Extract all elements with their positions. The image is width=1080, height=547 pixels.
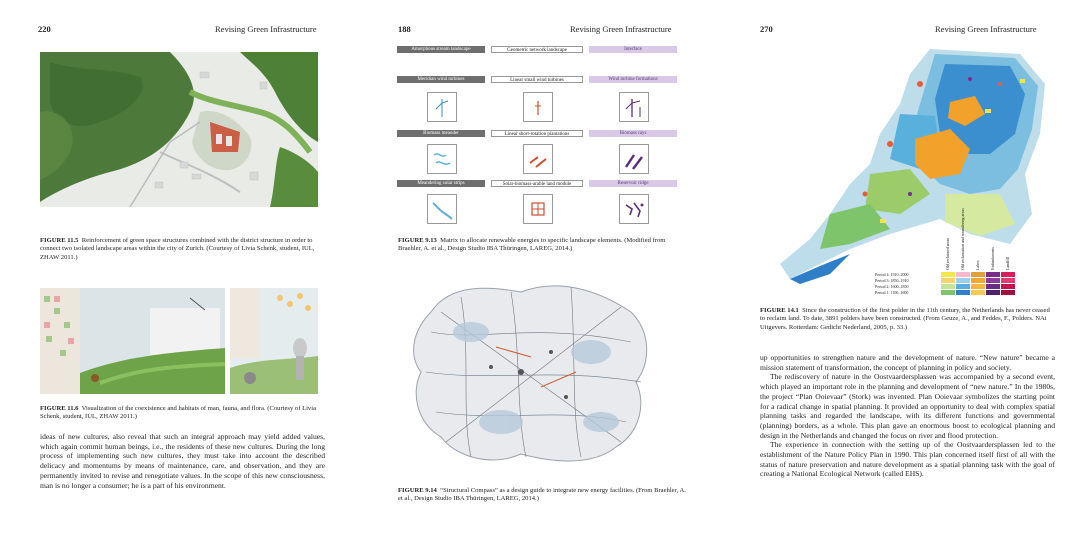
matrix-tile (523, 144, 553, 174)
legend-swatch (986, 284, 1000, 289)
aerial-plan-image (40, 52, 318, 207)
matrix-tile (523, 194, 553, 224)
figure-label: FIGURE 9.13 (398, 237, 437, 244)
matrix-cell: Meridian wind turbines (397, 76, 485, 83)
matrix-tile (427, 92, 457, 122)
legend-row-label: Period 1: 1100–1600 (875, 290, 909, 295)
matrix-tile (427, 194, 457, 224)
matrix-cell: Biomass rays (589, 130, 677, 137)
legend-row-label: Period 4: 1910–2000 (875, 272, 909, 277)
legend-swatches (941, 272, 1021, 296)
legend-swatch (956, 284, 970, 289)
biomass-rays-icon (620, 145, 648, 173)
matrix-row (397, 180, 677, 187)
map-legend (875, 184, 1045, 294)
matrix-tile (619, 144, 649, 174)
paragraph: The experience in connection with the setting up of the Oostvaardersplassen led to the establishment of the Nature Policy Plan in 1990. This plan concerned itself first of all with the status of nature preservation and nature development as a spatial planning task with the goal of creating a National Ecological Network (called EHS). (760, 440, 1055, 479)
caption-text: Visualization of the coexistence and habitats of man, fauna, and flora. (Courtesy of Livia Schenk, student, IUL, ZHAW 2011.) (40, 405, 316, 421)
legend-row-label: Period 2: 1600–1850 (875, 284, 909, 289)
legend-column-header: Embankments (990, 247, 995, 270)
visualization-image-right (230, 288, 318, 394)
matrix-cell: Solar-biomass-arable land module (491, 180, 583, 187)
reservoir-ridge-icon (620, 195, 648, 223)
legend-row-label: Period 3: 1850–1910 (875, 278, 909, 283)
matrix-cell: Reservoir ridge (589, 180, 677, 187)
legend-swatch (971, 284, 985, 289)
legend-swatch (986, 272, 1000, 277)
legend-swatch (956, 272, 970, 277)
legend-grid (875, 272, 1035, 298)
page-188 (365, 0, 710, 547)
figure-label: FIGURE 14.1 (760, 307, 799, 314)
figure-9-14-structural-compass (401, 272, 656, 472)
solar-module-icon (524, 195, 552, 223)
matrix-cell: Geometric network landscape (491, 46, 583, 53)
running-head: Revising Green Infrastructure (570, 24, 672, 34)
paragraph: The rediscovery of nature in the Oostvaardersplassen was accompanied by a second event, which played an important role in the planning and development of “new nature.” In the 1980s, the project “Plan Ooievaar” (Stork) was invented. Plan Ooievaar symbolizes the starting point for a radical change in spatial planning. It provided an opportunity to deal with complex spatial planning tasks and regarded the landscape, with its different functions and governmental (planning) borders, as a whole. This plan gave an enormous boost to ecological planning and design in the Netherlands and changed the focus on river and flood protection. (760, 372, 1055, 440)
figure-label: FIGURE 9.14 (398, 487, 437, 494)
matrix-row (397, 130, 677, 137)
legend-swatch (941, 272, 955, 277)
legend-swatch (956, 278, 970, 283)
figure-9-14-caption (398, 487, 688, 504)
figure-9-13-caption (398, 237, 688, 254)
legend-column-header: Landfill (1005, 257, 1010, 270)
figure-11-5-caption (40, 237, 325, 262)
figure-11-6-visualization-left (40, 288, 225, 394)
legend-row (875, 290, 908, 296)
turbine-formation-icon (620, 93, 648, 121)
legend-column-headers (945, 184, 1020, 270)
matrix-cell: Wind turbine formations (589, 76, 677, 83)
figure-11-6-caption (40, 405, 325, 422)
caption-text: Since the construction of the first polder in the 11th century, the Netherlands has never ceased to reclaim land. To date, 3891 polders have been constructed. (From Geuze, A., and Feddes, F., Polders. NAi Uitgevers. Rotterdam: Gedicht Nederland, 2005, p. 33.) (760, 307, 1050, 331)
matrix-cell: Linear small wind turbines (491, 76, 583, 83)
legend-column-header: Lakes (975, 260, 980, 270)
plantation-icon (524, 145, 552, 173)
figure-label: FIGURE 11.5 (40, 237, 79, 244)
running-head: Revising Green Infrastructure (935, 24, 1037, 34)
matrix-cell: Biomass meander (397, 130, 485, 137)
wind-turbine-icon (428, 93, 456, 121)
page-number: 220 (38, 24, 51, 34)
matrix-cell: Amorphous stream landscape (397, 46, 485, 53)
page-220 (0, 0, 345, 547)
small-turbine-icon (524, 93, 552, 121)
legend-swatch (971, 272, 985, 277)
matrix-row (397, 46, 677, 53)
body-text (760, 353, 1055, 479)
matrix-row (397, 76, 677, 83)
structural-compass-map (401, 272, 656, 472)
figure-11-6-visualization-right (230, 288, 318, 394)
legend-swatch (956, 290, 970, 295)
page-number: 188 (398, 24, 411, 34)
figure-11-5-aerial-plan (40, 52, 318, 207)
solar-strip-icon (428, 195, 456, 223)
legend-swatch (941, 284, 955, 289)
legend-swatch (1001, 278, 1015, 283)
running-head: Revising Green Infrastructure (215, 24, 317, 34)
legend-swatch (986, 278, 1000, 283)
page-number: 270 (760, 24, 773, 34)
body-text: ideas of new cultures, also reveal that such an integral approach may yield added values, which again commit human beings, i.e., the residents of these new cultures. During the long process of implementing such new cultures, they must take into account the described delicacy and momentums by means of maintenance, care, and observation, and they are permanently invited to revise and renegotiate values. In the scope of this new consciousness, man is no longer a consumer; he is a part of his environment. (40, 432, 325, 490)
figure-label: FIGURE 11.6 (40, 405, 79, 412)
figure-9-13-matrix (397, 46, 679, 226)
legend-swatch (971, 290, 985, 295)
legend-swatch (1001, 290, 1015, 295)
matrix-cell: Linear short-rotation plantations (491, 130, 583, 137)
biomass-meander-icon (428, 145, 456, 173)
legend-column-header: Old reclamation and meandering areas (960, 208, 965, 270)
caption-text: “Structural Compass” as a design guide to integrate new energy facilities. (From Braehler, A. et al., Design Studio IBA Thüringen, LAREG, 2014.) (398, 487, 686, 503)
legend-swatch (1001, 272, 1015, 277)
legend-swatch (941, 290, 955, 295)
matrix-tile (619, 92, 649, 122)
legend-swatch (986, 290, 1000, 295)
matrix-cell: Meandering solar strips (397, 180, 485, 187)
legend-swatch (941, 278, 955, 283)
caption-text: Matrix to allocate renewable energies to specific landscape elements. (Modified from Braehler, A. et al., Design Studio IBA Thüringen, LAREG, 2014.) (398, 237, 666, 253)
matrix-tile (619, 194, 649, 224)
legend-swatch (971, 278, 985, 283)
caption-text: Reinforcement of green space structures combined with the district structure in order to connect two isolated landscape areas within the city of Zurich. (Courtesy of Livia Schenk, student, IUL, ZHAW 2011.) (40, 237, 315, 261)
visualization-image-left (40, 288, 225, 394)
matrix-tile (523, 92, 553, 122)
legend-swatch (1001, 284, 1015, 289)
legend-column-header: Old reclaimed areas (945, 238, 950, 270)
matrix-cell: Interface (589, 46, 677, 53)
paragraph: up opportunities to strengthen nature and the development of nature. “New nature” became a mission statement of transformation, the concept of planning in policy and society. (760, 353, 1055, 372)
figure-14-1-caption (760, 307, 1055, 332)
matrix-tile (427, 144, 457, 174)
page-270 (725, 0, 1080, 547)
